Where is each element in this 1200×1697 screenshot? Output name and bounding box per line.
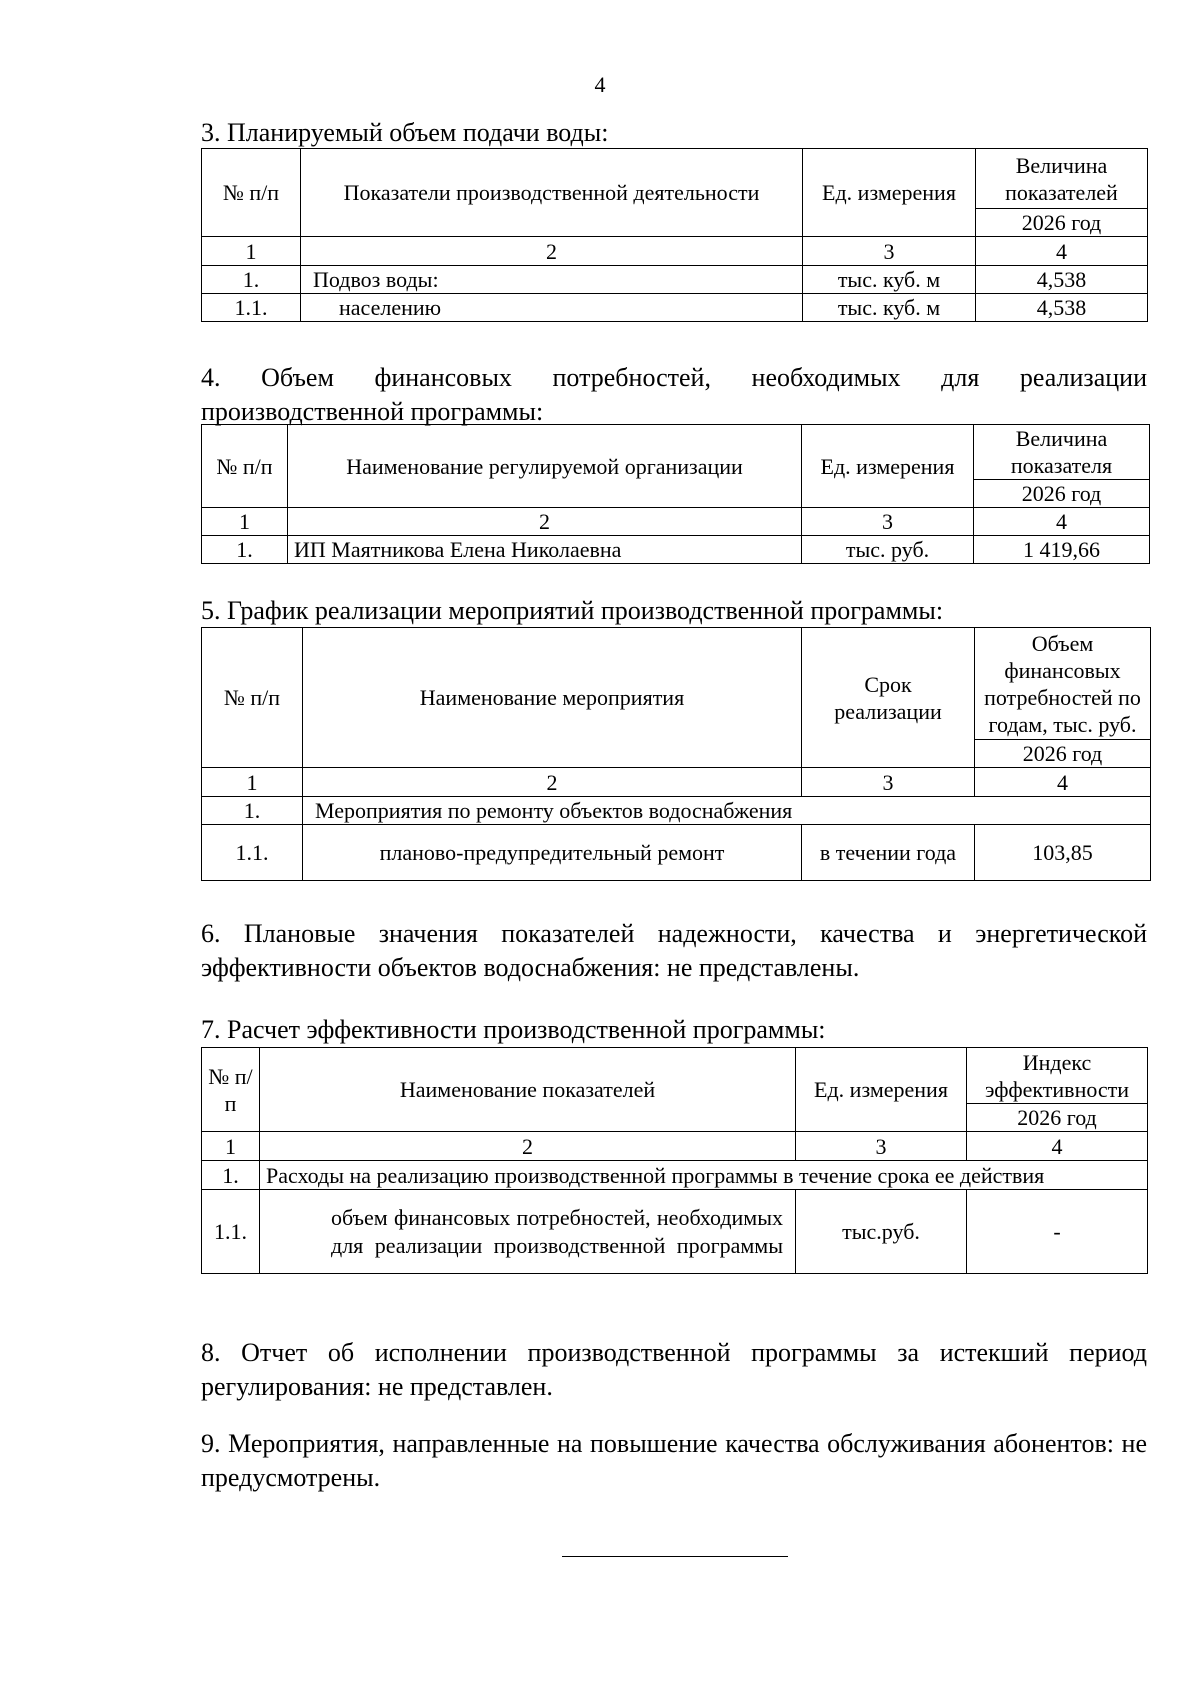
row-term: в течении года xyxy=(802,825,975,881)
section-5-title: 5. График реализации мероприятий производственной программы: xyxy=(201,596,944,625)
section-4-title: 4. Объем финансовых потребностей, необходимых для реализации производственной программы: xyxy=(201,363,1147,426)
colnum: 3 xyxy=(802,768,975,797)
header-num: № п/п xyxy=(202,628,303,768)
header-value: Величина показателя xyxy=(974,425,1150,480)
section-7-table xyxy=(201,1047,1148,1274)
table-row xyxy=(202,825,1151,881)
table-row xyxy=(202,536,1150,564)
section-5-table xyxy=(201,627,1151,881)
table-group-row xyxy=(202,1161,1148,1190)
colnum: 3 xyxy=(796,1132,967,1161)
row-num: 1.1. xyxy=(202,1190,260,1274)
table-row xyxy=(202,294,1148,322)
header-name: Наименование регулируемой организации xyxy=(288,425,802,508)
header-year: 2026 год xyxy=(976,209,1148,237)
row-num: 1. xyxy=(202,536,288,564)
row-unit: тыс. руб. xyxy=(802,536,974,564)
header-term: Срок реализации xyxy=(802,628,975,768)
header-year: 2026 год xyxy=(967,1104,1148,1132)
colnum: 4 xyxy=(974,508,1150,536)
colnum: 2 xyxy=(260,1132,796,1161)
header-num: № п/п xyxy=(202,1048,260,1132)
section-8-text: 8. Отчет об исполнении производственной программы за истекший период регулирования: не представлен. xyxy=(201,1338,1147,1401)
header-num: № п/п xyxy=(202,425,288,508)
section-4-table xyxy=(201,424,1150,564)
colnum: 1 xyxy=(202,1132,260,1161)
row-value: 103,85 xyxy=(975,825,1151,881)
colnum: 3 xyxy=(803,237,976,266)
page-number: 4 xyxy=(594,72,606,97)
row-unit: тыс. куб. м xyxy=(803,266,976,294)
colnum: 4 xyxy=(967,1132,1148,1161)
header-value: Объем финансовых потребностей по годам, тыс. руб. xyxy=(975,628,1151,740)
table-row xyxy=(202,1190,1148,1274)
row-name: Расходы на реализацию производственной программы в течение срока ее действия xyxy=(260,1161,1148,1190)
colnum: 4 xyxy=(976,237,1148,266)
row-num: 1. xyxy=(202,797,303,825)
header-year: 2026 год xyxy=(974,480,1150,508)
row-value: 4,538 xyxy=(976,294,1148,322)
section-7-title: 7. Расчет эффективности производственной программы: xyxy=(201,1015,826,1044)
row-name: ИП Маятникова Елена Николаевна xyxy=(288,536,802,564)
row-num: 1. xyxy=(202,266,301,294)
row-num: 1. xyxy=(202,1161,260,1190)
closing-rule xyxy=(562,1556,788,1557)
section-3-table xyxy=(201,148,1148,322)
header-value: Величина показателей xyxy=(976,149,1148,209)
header-value: Индекс эффективности xyxy=(967,1048,1148,1104)
header-year: 2026 год xyxy=(975,740,1151,768)
row-unit: тыс. куб. м xyxy=(803,294,976,322)
row-unit: тыс.руб. xyxy=(796,1190,967,1274)
colnum: 2 xyxy=(303,768,802,797)
row-name: планово-предупредительный ремонт xyxy=(303,825,802,881)
header-name: Показатели производственной деятельности xyxy=(301,149,803,237)
colnum: 1 xyxy=(202,508,288,536)
row-num: 1.1. xyxy=(202,825,303,881)
section-3-title: 3. Планируемый объем подачи воды: xyxy=(201,118,609,147)
table-row xyxy=(202,266,1148,294)
row-name: Подвоз воды: xyxy=(301,266,803,294)
header-name: Наименование мероприятия xyxy=(303,628,802,768)
row-name: Мероприятия по ремонту объектов водоснабжения xyxy=(303,797,1151,825)
colnum: 4 xyxy=(975,768,1151,797)
colnum: 1 xyxy=(202,768,303,797)
section-6-text: 6. Плановые значения показателей надежности, качества и энергетической эффективности объектов водоснабжения: не представлены. xyxy=(201,919,1147,982)
row-num: 1.1. xyxy=(202,294,301,322)
header-unit: Ед. измерения xyxy=(803,149,976,237)
header-name: Наименование показателей xyxy=(260,1048,796,1132)
colnum: 2 xyxy=(301,237,803,266)
section-9-text: 9. Мероприятия, направленные на повышение качества обслуживания абонентов: не предусмотрены. xyxy=(201,1429,1147,1492)
row-name-text: объем финансовых потребностей, необходимых для реализации производственной программы xyxy=(331,1204,783,1258)
row-name: населению xyxy=(301,294,803,322)
row-name xyxy=(260,1190,796,1274)
table-group-row xyxy=(202,797,1151,825)
row-value: - xyxy=(967,1190,1148,1274)
row-value: 4,538 xyxy=(976,266,1148,294)
row-value: 1 419,66 xyxy=(974,536,1150,564)
header-unit: Ед. измерения xyxy=(802,425,974,508)
header-unit: Ед. измерения xyxy=(796,1048,967,1132)
colnum: 2 xyxy=(288,508,802,536)
header-num: № п/п xyxy=(202,149,301,237)
colnum: 1 xyxy=(202,237,301,266)
colnum: 3 xyxy=(802,508,974,536)
